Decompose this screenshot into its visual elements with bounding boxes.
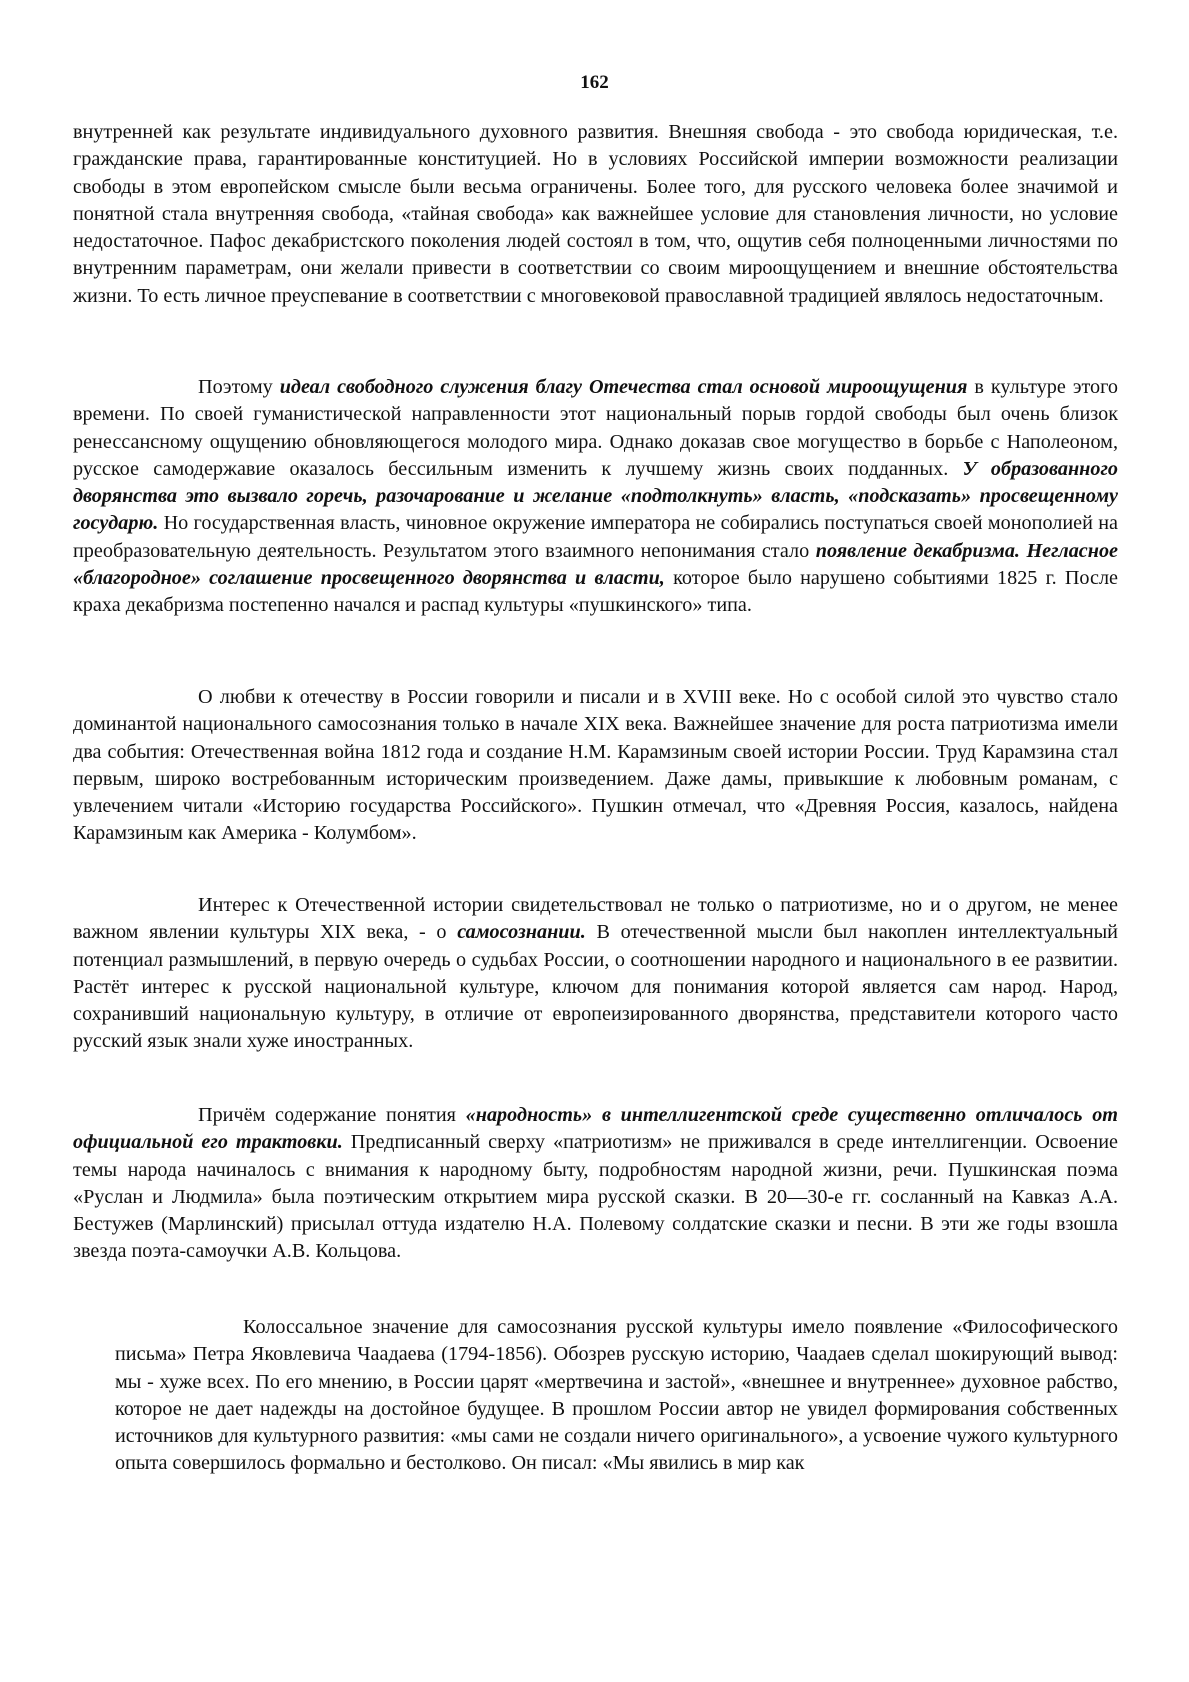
text-run: Предписанный сверху «патриотизм» не приживался в среде интеллигенции. Освоение темы народа начиналось с внимания к народному быту, подробностям народной жизни, речи. Пушкинская поэма «Руслан и Людмила» была поэтическим открытием мира русской сказки. В 20—30-е гг. сосланный на Кавказ А.А. Бестужев (Марлинский) присылал оттуда издателю Н.А. Полевому солдатские сказки и песни. В эти же годы взошла звезда поэта-самоучки А.В. Кольцова. [73,1131,1118,1263]
emphasis-text: «народность» в интеллигентской среде существенно отличалось от официальной его трактовки. [73,1104,1118,1154]
text-run: В отечественной мысли был накоплен интеллектуальный потенциал размышлений, в первую очередь о судьбах России, о соотношении народного и национального в ее развитии. Растёт интерес к русской национальной культуре, ключом для понимания которой является сам народ. Народ, сохранивший национальную культуру, в отличие от европеизированного дворянства, представители которого часто русский язык знали хуже иностранных. [73,921,1118,1053]
text-run: Поэтому [198,376,280,398]
paragraph-2 [73,374,1118,620]
emphasis-text: самосознании. [457,921,586,944]
paragraph-3 [73,684,1118,848]
paragraph-6 [115,1314,1118,1478]
emphasis-text: У образованного дворянства это вызвало горечь, разочарование и желание «подтолкнуть» власть, «подсказать» просвещенному государю. [73,457,1118,535]
emphasis-text: появление декабризма. Негласное «благородное» соглашение просвещенного дворянства и власти, [73,539,1119,590]
text-run: внутренней как результате индивидуального духовного развития. Внешняя свобода - это свобода юридическая, т.е. гражданские права, гарантированные конституцией. Но в условиях Российской империи возможности реализации свободы в этом европейском смысле были весьма ограничены. Более того, для русского человека более значимой и понятной стала внутренняя свобода, «тайная свобода» как важнейшее условие для становления личности, но условие недостаточное. Пафос декабристского поколения людей состоял в том, что, ощутив себя полноценными личностями по внутренним параметрам, они желали привести в соответствии со своим мироощущением и внешние обстоятельства жизни. То есть личное преуспевание в соответствии с многовековой православной традицией являлось недостаточным. [73,121,1118,307]
text-run: которое было нарушено событиями 1825 г. После краха декабризма постепенно начался и распад культуры «пушкинского» типа. [73,567,1119,617]
text-run: в культуре этого времени. По своей гуманистической направленности этот национальный порыв гордой свободы был очень близок ренессансному ощущению обновляющегося молодого мира. Однако доказав свое могущество в борьбе с Наполеоном, русское самодержавие оказалось бессильным изменить к лучшему жизнь своих подданных. [73,376,1119,480]
paragraph-4 [73,892,1118,1056]
text-run: Причём содержание понятия [198,1104,466,1126]
emphasis-text: идеал свободного служения благу Отечества стал основой мироощущения [279,376,968,398]
text-run: Интерес к Отечественной истории свидетельствовал не только о патриотизме, но и о другом, не менее важном явлении культуры XIX века, - о [73,894,1118,944]
text-run: Колоссальное значение для самосознания русской культуры имело появление «Философического письма» Петра Яковлевича Чаадаева (1794-1856). Обозрев русскую историю, Чаадаев сделал шокирующий вывод: мы - хуже всех. По его мнению, в России царят «мертвечина и застой», «внешнее и внутреннее» духовное рабство, которое не дает надежды на достойное будущее. В прошлом России автор не увидел формирования собственных источников для культурного развития: «мы сами не создали ничего оригинального», а усвоение чужого культурного опыта совершилось формально и бестолково. Он писал: «Мы явились в мир как [115,1316,1118,1475]
text-run: Но государственная власть, чиновное окружение императора не собирались поступаться своей монополией на преобразовательную деятельность. Результатом этого взаимного непонимания стало [73,512,1118,562]
paragraph-5 [73,1102,1118,1266]
paragraph-1 [73,119,1118,310]
page-number: 162 [580,72,609,93]
text-run: О любви к отечеству в России говорили и писали и в XVIII веке. Но с особой силой это чувство стало доминантой национального самосознания только в начале XIX века. Важнейшее значение для роста патриотизма имели два события: Отечественная война 1812 года и создание Н.М. Карамзиным своей истории России. Труд Карамзина стал первым, широко востребованным историческим произведением. Даже дамы, привыкшие к любовным романам, с увлечением читали «Историю государства Российского». Пушкин отмечал, что «Древняя Россия, казалось, найдена Карамзиным как Америка - Колумбом». [73,686,1118,845]
